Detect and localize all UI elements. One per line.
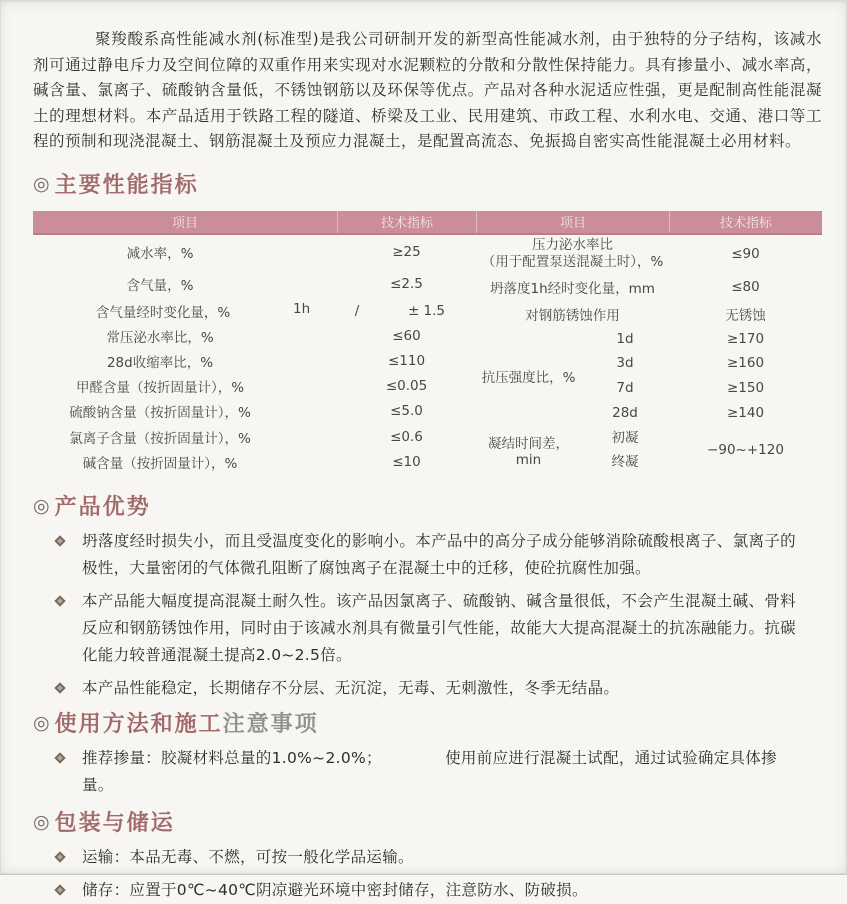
row-value: ≤110 xyxy=(387,353,426,369)
group-ages xyxy=(581,327,669,426)
age-value: ≥150 xyxy=(726,380,765,396)
row-label-line1: 压力泌水率比 xyxy=(532,236,613,253)
table-right-half xyxy=(476,235,822,475)
intro-paragraph: 聚羧酸系高性能减水剂(标准型)是我公司研制开发的新型高性能减水剂，由于独特的分子结构，该减水剂可通过静电斥力及空间位障的双重作用来实现对水泥颗粒的分散和分散性保持能力。具有掺量小、减水率高，碱含量、氯离子、硫酸钠含量低，不锈蚀钢筋以及环保等优点。产品对各种水泥适应性强，更是配制高性能混凝土的理想材料。本产品适用于铁路工程的隧道、桥梁及工业、民用建筑、市政工程、水利水电、交通、港口等工程的预制和现浇混凝土、钢筋混凝土及预应力混凝土，是配置高流态、免振捣自密实高性能混凝土必用材料。 xyxy=(33,30,822,150)
section-marker-icon: ◎ xyxy=(33,711,50,734)
section-marker-icon: ◎ xyxy=(33,172,50,195)
list-item xyxy=(44,528,822,582)
table-left-half xyxy=(33,235,476,475)
usage-note-text: 使用前应进行混凝土试配，通过试验确定具体掺量。 xyxy=(82,748,777,794)
packaging-list xyxy=(0,844,847,904)
diamond-bullet-icon xyxy=(54,595,65,606)
performance-table-header xyxy=(33,211,822,235)
group-values xyxy=(669,327,822,426)
header-cell-spec-right: 技术指标 xyxy=(669,211,822,233)
dosage-text: 推荐掺量：胶凝材料总量的1.0%~2.0%； xyxy=(82,748,382,767)
usage-list xyxy=(0,745,847,799)
sub-label-final-set: 终凝 xyxy=(611,454,639,470)
section-marker-icon: ◎ xyxy=(33,494,50,517)
table-row xyxy=(33,324,476,349)
section-title-text: 产品优势 xyxy=(54,495,151,520)
row-label: 氯离子含量（按折固量计），% xyxy=(69,430,251,447)
list-item-text xyxy=(82,745,796,799)
row-label xyxy=(33,301,337,321)
section-title-text: 使用方法和施工 xyxy=(54,712,223,737)
table-row xyxy=(476,273,822,302)
diamond-bullet-icon xyxy=(54,535,65,546)
list-item xyxy=(44,675,822,702)
group-value: −90~+120 xyxy=(707,442,784,458)
list-item-text: 本产品能大幅度提高混凝土耐久性。该产品因氯离子、硫酸钠、碱含量很低，不会产生混凝土碱、骨料反应和钢筋锈蚀作用，同时由于该减水剂具有微量引气性能，故能大大提高混凝土的抗冻融能力。抗碳化能力较普通混凝土提高2.0~2.5倍。 xyxy=(82,591,796,664)
header-cell-spec-left: 技术指标 xyxy=(337,211,476,233)
row-label: 硫酸钠含量（按折固量计），% xyxy=(69,405,251,421)
list-item-text: 坍落度经时损失小，而且受温度变化的影响小。本产品中的高分子成分能够消除硫酸根离子、氯离子的极性，大量密闭的气体微孔阻断了腐蚀离子在混凝土中的迁移，使砼抗腐性加强。 xyxy=(82,531,796,577)
table-row xyxy=(33,349,476,374)
row-label: 对钢筋锈蚀作用 xyxy=(525,308,620,324)
list-item xyxy=(44,745,822,799)
table-row xyxy=(33,424,476,450)
section-marker-icon: ◎ xyxy=(33,810,50,833)
age-value: ≥140 xyxy=(726,404,765,421)
row-label: 28d收缩率比，% xyxy=(106,355,214,371)
section-title-packaging xyxy=(33,807,822,837)
table-row xyxy=(33,399,476,424)
list-item xyxy=(44,877,822,904)
age-label: 3d xyxy=(616,355,634,372)
table-row xyxy=(33,450,476,475)
list-item xyxy=(44,844,822,871)
table-row xyxy=(33,235,476,269)
row-value: ≤90 xyxy=(731,245,760,262)
diamond-bullet-icon xyxy=(54,682,65,693)
row-time: 1h xyxy=(293,301,311,317)
header-cell-item-right: 项目 xyxy=(476,211,669,233)
row-value: ≤10 xyxy=(392,454,421,470)
age-value: ≥160 xyxy=(726,355,765,372)
diamond-bullet-icon xyxy=(54,752,65,763)
group-label: 抗压强度比，% xyxy=(481,370,576,386)
row-label-line2: （用于配置泵送混凝土时），% xyxy=(481,253,664,270)
row-label: 减水率，% xyxy=(126,245,194,262)
row-label: 含气量，% xyxy=(126,277,194,294)
row-value xyxy=(337,303,476,319)
age-label: 7d xyxy=(616,380,634,396)
row-label: 碱含量（按折固量计），% xyxy=(82,456,238,472)
diamond-bullet-icon xyxy=(54,851,65,862)
row-value: ≤80 xyxy=(731,279,760,295)
section-title-performance xyxy=(33,169,822,199)
section-title-usage xyxy=(33,708,822,738)
section-title-text-faded: 注意事项 xyxy=(222,712,319,737)
row-label xyxy=(476,237,669,271)
row-value: ≤0.05 xyxy=(385,378,428,394)
row-label: 常压泌水率比，% xyxy=(106,330,214,346)
section-title-text: 包装与储运 xyxy=(54,811,175,836)
list-item xyxy=(44,588,822,669)
row-value: ≤5.0 xyxy=(390,403,423,419)
advantages-list xyxy=(0,528,847,702)
row-value: ≥25 xyxy=(392,243,421,260)
group-label: 凝结时间差，min xyxy=(488,436,569,468)
row-label-text: 含气量经时变化量，% xyxy=(95,305,231,321)
row-value: 无锈蚀 xyxy=(725,308,766,324)
compressive-strength-group xyxy=(476,327,822,426)
age-label: 1d xyxy=(616,330,634,347)
row-value: ≤0.6 xyxy=(390,428,423,445)
list-item-text: 运输：本品无毒、不燃，可按一般化学品运输。 xyxy=(82,847,414,866)
section-title-text: 主要性能指标 xyxy=(54,173,199,198)
list-item-text: 本产品性能稳定，长期储存不分层、无沉淀，无毒、无刺激性，冬季无结晶。 xyxy=(82,678,620,697)
table-row xyxy=(33,299,476,324)
age-value: ≥170 xyxy=(726,330,765,347)
row-label: 甲醛含量（按折固量计），% xyxy=(75,380,245,396)
list-item-text: 储存：应置于0℃~40℃阴凉避光环境中密封储存，注意防水、防破损。 xyxy=(82,880,588,899)
table-row xyxy=(476,235,822,273)
table-row xyxy=(33,374,476,399)
row-value: ≤2.5 xyxy=(390,275,423,292)
age-label: 28d xyxy=(612,404,638,421)
row-label: 坍落度1h经时变化量，mm xyxy=(490,281,655,297)
group-subs xyxy=(581,426,669,475)
row-value: ≤60 xyxy=(392,328,421,344)
diamond-bullet-icon xyxy=(54,884,65,895)
section-title-advantages xyxy=(33,491,822,521)
performance-table-body xyxy=(33,235,822,475)
row-slash: / xyxy=(354,303,360,319)
setting-time-group xyxy=(476,426,822,475)
sub-label-initial-set: 初凝 xyxy=(611,430,639,446)
table-row xyxy=(33,269,476,299)
row-value-text: ± 1.5 xyxy=(407,303,446,319)
performance-table xyxy=(33,211,822,475)
header-cell-item-left: 项目 xyxy=(171,216,198,231)
table-row xyxy=(476,302,822,327)
